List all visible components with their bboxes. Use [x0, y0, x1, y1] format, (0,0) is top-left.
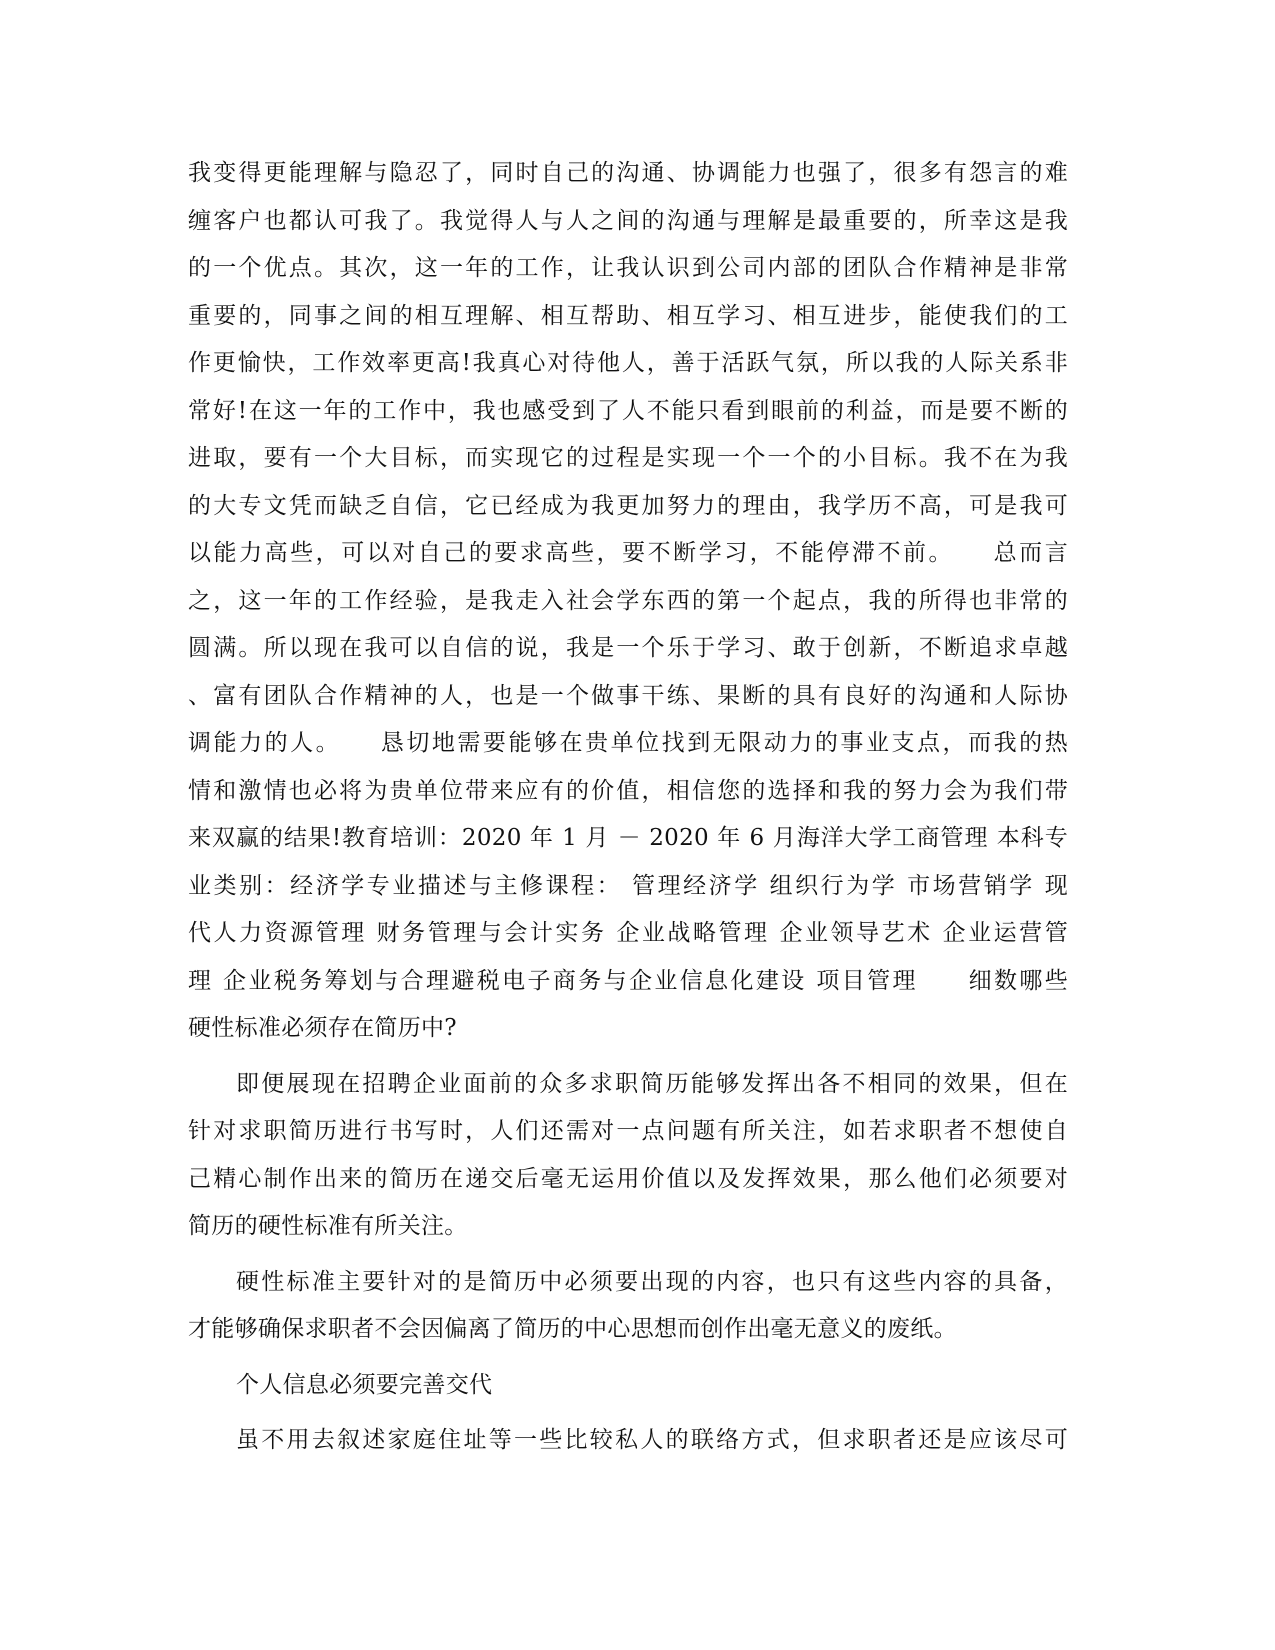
text-line: 针对求职简历进行书写时，人们还需对一点问题有所关注，如若求职者不想使自 [188, 1118, 1068, 1144]
text-line: 虽不用去叙述家庭住址等一些比较私人的联络方式，但求职者还是应该尽可 [236, 1427, 1068, 1453]
text-line: 即便展现在招聘企业面前的众多求职简历能够发挥出各不相同的效果，但在 [236, 1070, 1068, 1097]
text-line: 的大专文凭而缺乏自信，它已经成为我更加努力的理由，我学历不高，可是我可 [188, 492, 1068, 519]
text-line: 硬性标准主要针对的是简历中必须要出现的内容，也只有这些内容的具备， [236, 1268, 1068, 1295]
section-heading: 个人信息必须要完善交代 [236, 1371, 493, 1398]
paragraph-1 [188, 150, 1068, 1053]
text-line: 理 企业税务筹划与合理避税电子商务与企业信息化建设 项目管理 细数哪些 [188, 967, 1068, 994]
paragraph-4-heading [188, 1362, 1068, 1410]
text-line: 、富有团队合作精神的人，也是一个做事干练、果断的具有良好的沟通和人际协 [188, 682, 1068, 709]
text-line: 缠客户也都认可我了。我觉得人与人之间的沟通与理解是最重要的，所幸这是我 [188, 207, 1068, 234]
paragraph-5 [188, 1417, 1068, 1465]
text-line: 硬性标准必须存在简历中? [188, 1015, 457, 1041]
text-line: 调能力的人。 恳切地需要能够在贵单位找到无限动力的事业支点，而我的热 [188, 730, 1068, 756]
text-line: 简历的硬性标准有所关注。 [188, 1213, 468, 1239]
text-line: 来双赢的结果!教育培训：2020 年 1 月 － 2020 年 6 月海洋大学工商管理 本科专 [188, 825, 1068, 851]
text-line: 我变得更能理解与隐忍了，同时自己的沟通、协调能力也强了，很多有怨言的难 [188, 160, 1068, 186]
text-line: 以能力高些，可以对自己的要求高些，要不断学习，不能停滞不前。 总而言 [188, 540, 1068, 566]
document-page [188, 150, 1068, 1465]
text-line: 进取，要有一个大目标，而实现它的过程是实现一个一个的小目标。我不在为我 [188, 445, 1068, 471]
text-line: 情和激情也必将为贵单位带来应有的价值，相信您的选择和我的努力会为我们带 [188, 777, 1068, 804]
text-line: 己精心制作出来的简历在递交后毫无运用价值以及发挥效果，那么他们必须要对 [188, 1165, 1068, 1192]
text-line: 代人力资源管理 财务管理与会计实务 企业战略管理 企业领导艺术 企业运营管 [188, 920, 1068, 946]
text-line: 作更愉快，工作效率更高!我真心对待他人，善于活跃气氛，所以我的人际关系非 [188, 350, 1068, 376]
text-line: 业类别：经济学专业描述与主修课程： 管理经济学 组织行为学 市场营销学 现 [188, 872, 1068, 899]
paragraph-2 [188, 1061, 1068, 1251]
text-line: 常好!在这一年的工作中，我也感受到了人不能只看到眼前的利益，而是要不断的 [188, 397, 1068, 424]
text-line: 才能够确保求职者不会因偏离了简历的中心思想而创作出毫无意义的废纸。 [188, 1316, 957, 1342]
text-line: 圆满。所以现在我可以自信的说，我是一个乐于学习、敢于创新，不断追求卓越 [188, 635, 1068, 661]
text-line: 重要的，同事之间的相互理解、相互帮助、相互学习、相互进步，能使我们的工 [188, 302, 1068, 329]
text-line: 之，这一年的工作经验，是我走入社会学东西的第一个起点，我的所得也非常的 [188, 587, 1068, 614]
paragraph-3 [188, 1259, 1068, 1354]
text-line: 的一个优点。其次，这一年的工作，让我认识到公司内部的团队合作精神是非常 [188, 255, 1068, 281]
